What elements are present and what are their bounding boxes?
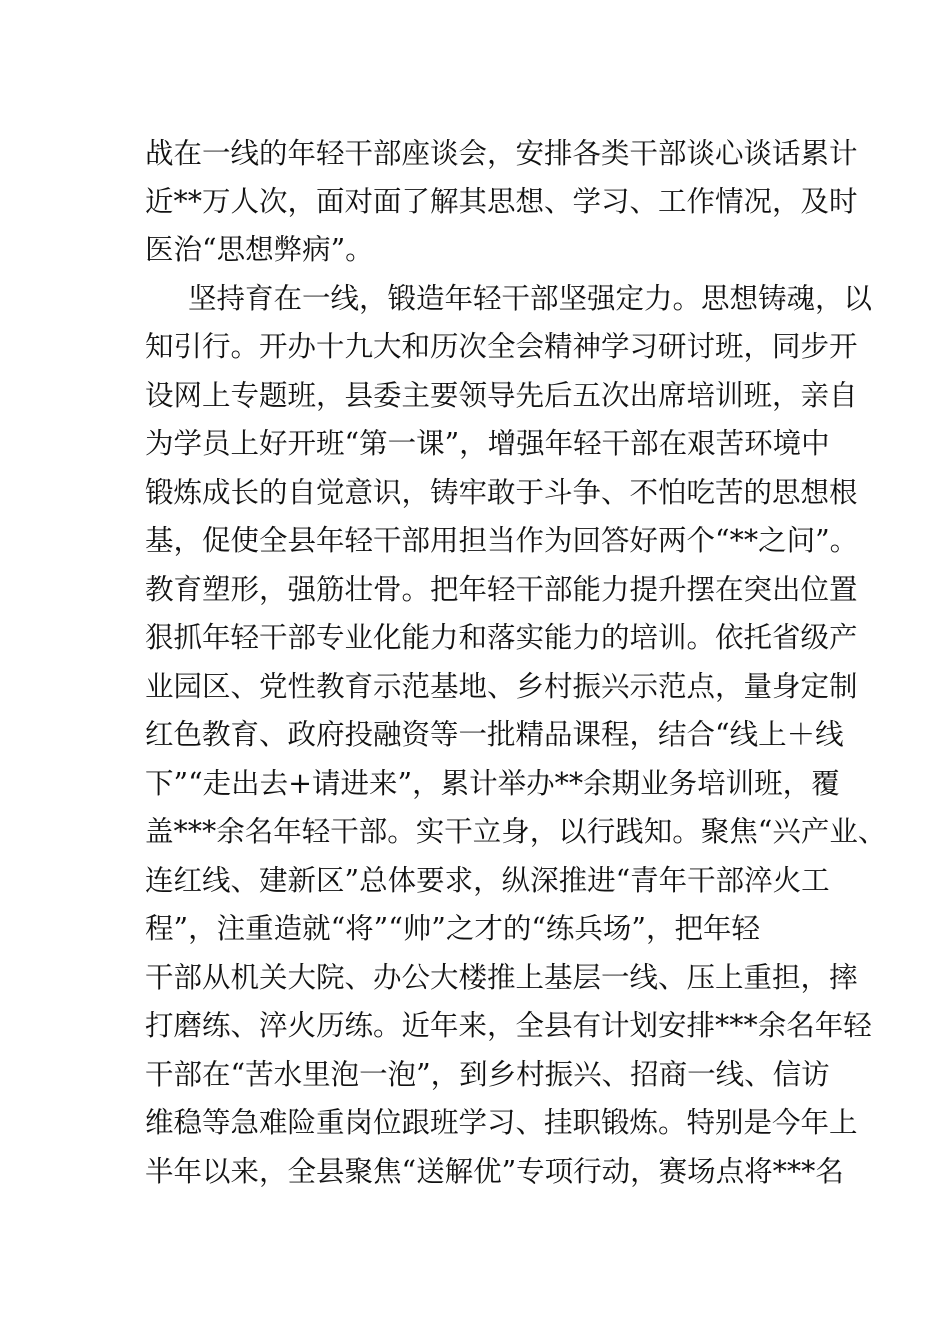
text-line-17: 程”，注重造就“将”“帅”之才的“练兵场”，把年轻	[145, 912, 760, 945]
text-line-2: 近**万人次，面对面了解其思想、学习、工作情况，及时	[145, 185, 858, 218]
text-line-20: 干部在“苦水里泡一泡”，到乡村振兴、招商一线、信访	[145, 1058, 830, 1091]
text-line-18: 干部从机关大院、办公大楼推上基层一线、压上重担，摔	[145, 961, 858, 994]
text-line-10: 教育塑形，强筋壮骨。把年轻干部能力提升摆在突出位置	[145, 573, 858, 606]
text-line-1: 战在一线的年轻干部座谈会，安排各类干部谈心谈话累计	[145, 137, 858, 170]
text-line-6: 设网上专题班，县委主要领导先后五次出席培训班，亲自	[145, 379, 858, 412]
text-line-22: 半年以来，全县聚焦“送解优”专项行动，赛场点将***名	[145, 1155, 844, 1188]
text-line-12: 业园区、党性教育示范基地、乡村振兴示范点，量身定制	[145, 670, 858, 703]
paragraph-start-line: 坚持育在一线，锻造年轻干部坚强定力。思想铸魂，以	[188, 282, 873, 315]
text-line-5: 知引行。开办十九大和历次全会精神学习研讨班，同步开	[145, 330, 858, 363]
text-line-8: 锻炼成长的自觉意识，铸牢敢于斗争、不怕吃苦的思想根	[145, 476, 858, 509]
text-line-3: 医治“思想弊病”。	[145, 233, 374, 266]
text-line-15: 盖***余名年轻干部。实干立身，以行践知。聚焦“兴产业、	[145, 815, 887, 848]
text-line-7: 为学员上好开班“第一课”，增强年轻干部在艰苦环境中	[145, 427, 830, 460]
text-line-16: 连红线、建新区”总体要求，纵深推进“青年干部淬火工	[145, 864, 830, 897]
text-line-11: 狠抓年轻干部专业化能力和落实能力的培训。依托省级产	[145, 621, 858, 654]
text-line-21: 维稳等急难险重岗位跟班学习、挂职锻炼。特别是今年上	[145, 1106, 858, 1139]
text-line-19: 打磨练、淬火历练。近年来，全县有计划安排***余名年轻	[145, 1009, 872, 1042]
text-line-9: 基，促使全县年轻干部用担当作为回答好两个“**之问”。	[145, 524, 859, 557]
text-line-13: 红色教育、政府投融资等一批精品课程，结合“线上＋线	[145, 718, 844, 751]
text-line-14: 下”“走出去+请进来”，累计举办**余期业务培训班，覆	[145, 767, 840, 800]
